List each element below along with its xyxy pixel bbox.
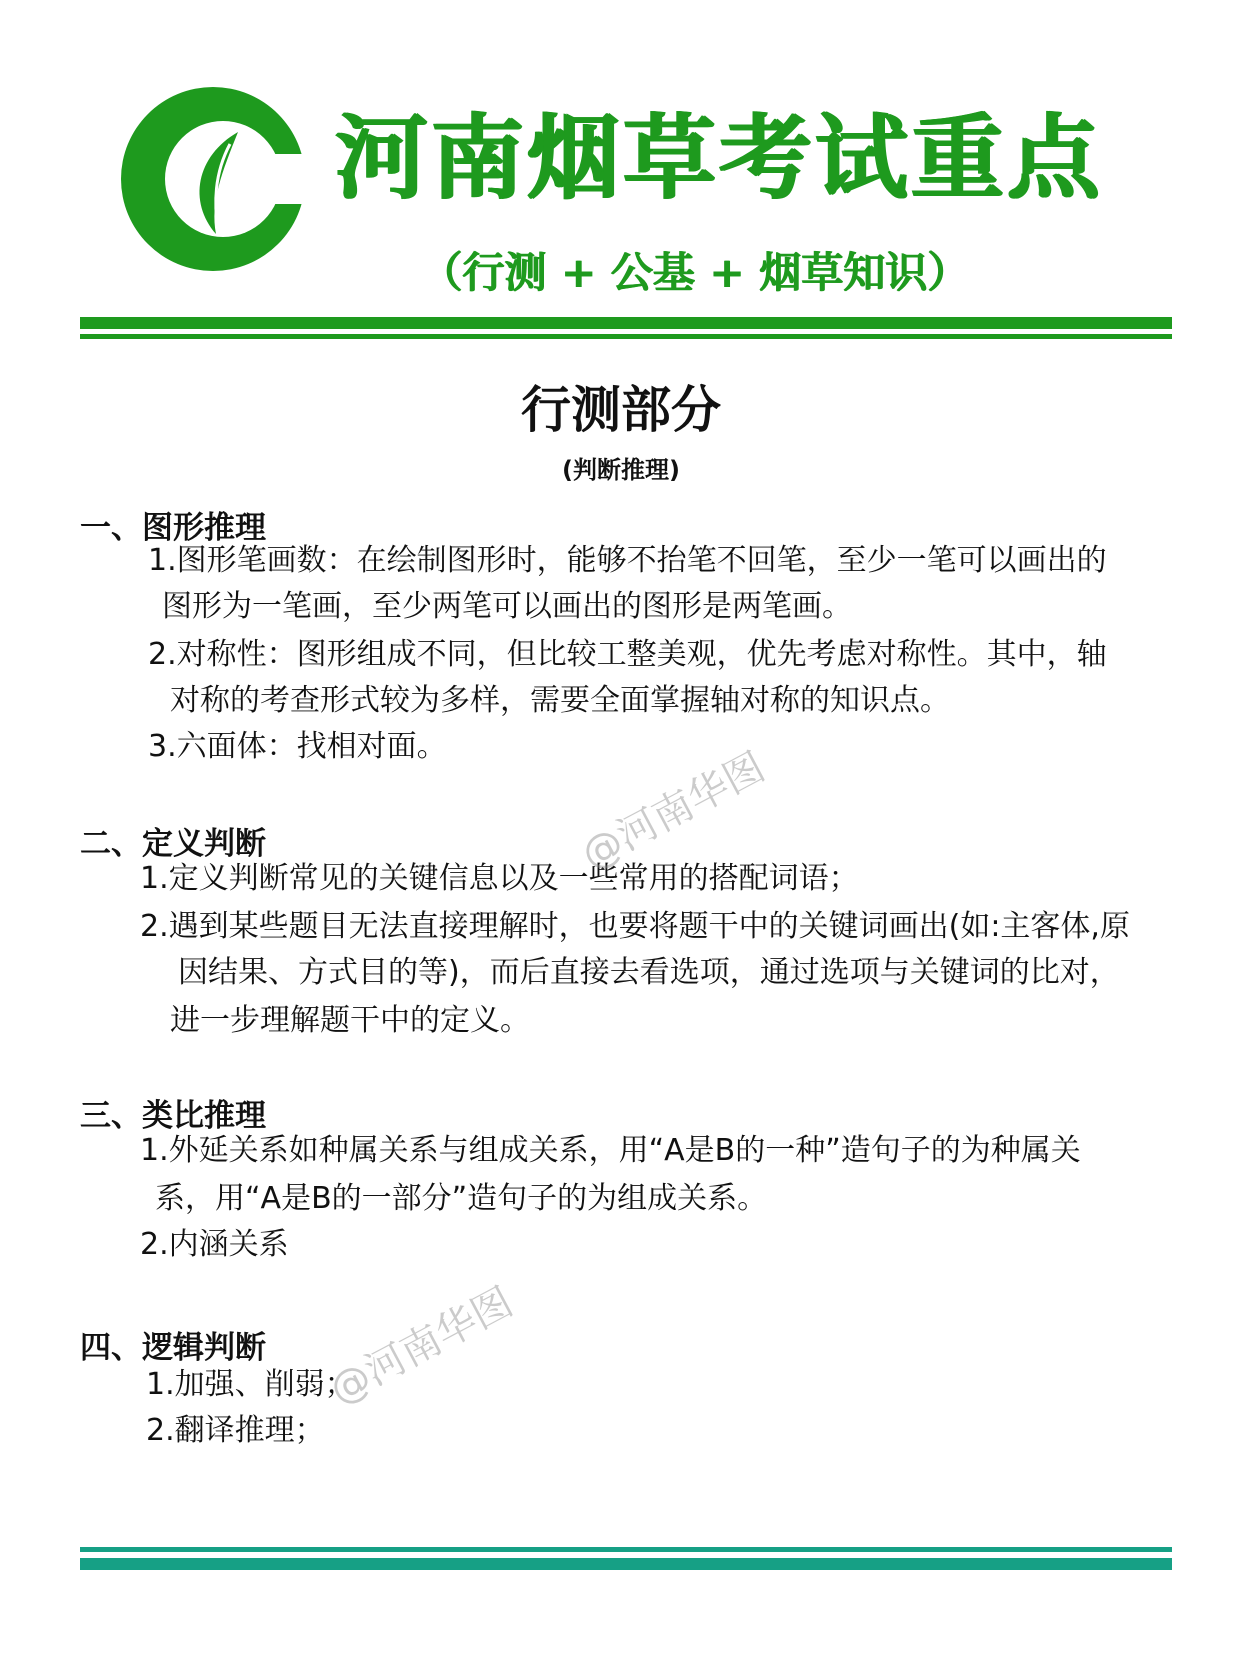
watermark: @河南华图 [322, 1279, 521, 1414]
group-heading-definition: 二、定义判断 [80, 826, 266, 862]
list-item: 对称的考查形式较为多样，需要全面掌握轴对称的知识点。 [170, 683, 950, 718]
list-item: 1.加强、削弱； [146, 1367, 355, 1402]
section-subtitle: (判断推理) [562, 456, 680, 484]
top-divider-thin [80, 334, 1172, 339]
top-divider-thick [80, 317, 1172, 329]
list-item: 因结果、方式目的等)，而后直接去看选项，通过选项与关键词的比对， [178, 955, 1120, 990]
group-heading-logic: 四、逻辑判断 [80, 1330, 266, 1366]
watermark: @河南华图 [574, 744, 773, 879]
tobacco-leaf-logo-icon [118, 84, 308, 274]
main-title: 河南烟草考试重点 [335, 105, 1104, 212]
bottom-divider-thin [80, 1547, 1172, 1552]
group-heading-figure-reasoning: 一、图形推理 [80, 510, 266, 546]
list-item: 2.对称性：图形组成不同，但比较工整美观，优先考虑对称性。其中，轴 [148, 637, 1107, 672]
list-item: 3.六面体：找相对面。 [148, 729, 447, 764]
bottom-divider-thick [80, 1558, 1172, 1570]
main-subtitle: （行测 + 公基 + 烟草知识） [420, 248, 969, 297]
list-item: 2.内涵关系 [140, 1227, 289, 1262]
list-item: 图形为一笔画，至少两笔可以画出的图形是两笔画。 [162, 589, 852, 624]
group-heading-analogy: 三、类比推理 [80, 1098, 266, 1134]
section-title: 行测部分 [521, 381, 721, 439]
list-item: 进一步理解题干中的定义。 [170, 1003, 530, 1038]
list-item: 1.定义判断常见的关键信息以及一些常用的搭配词语； [140, 861, 859, 896]
list-item: 1.图形笔画数：在绘制图形时，能够不抬笔不回笔，至少一笔可以画出的 [148, 543, 1107, 578]
list-item: 系，用“A是B的一部分”造句子的为组成关系。 [155, 1181, 768, 1216]
list-item: 2.遇到某些题目无法直接理解时，也要将题干中的关键词画出(如:主客体,原 [140, 909, 1130, 944]
list-item: 2.翻译推理； [146, 1413, 325, 1448]
list-item: 1.外延关系如种属关系与组成关系，用“A是B的一种”造句子的为种属关 [140, 1133, 1081, 1168]
